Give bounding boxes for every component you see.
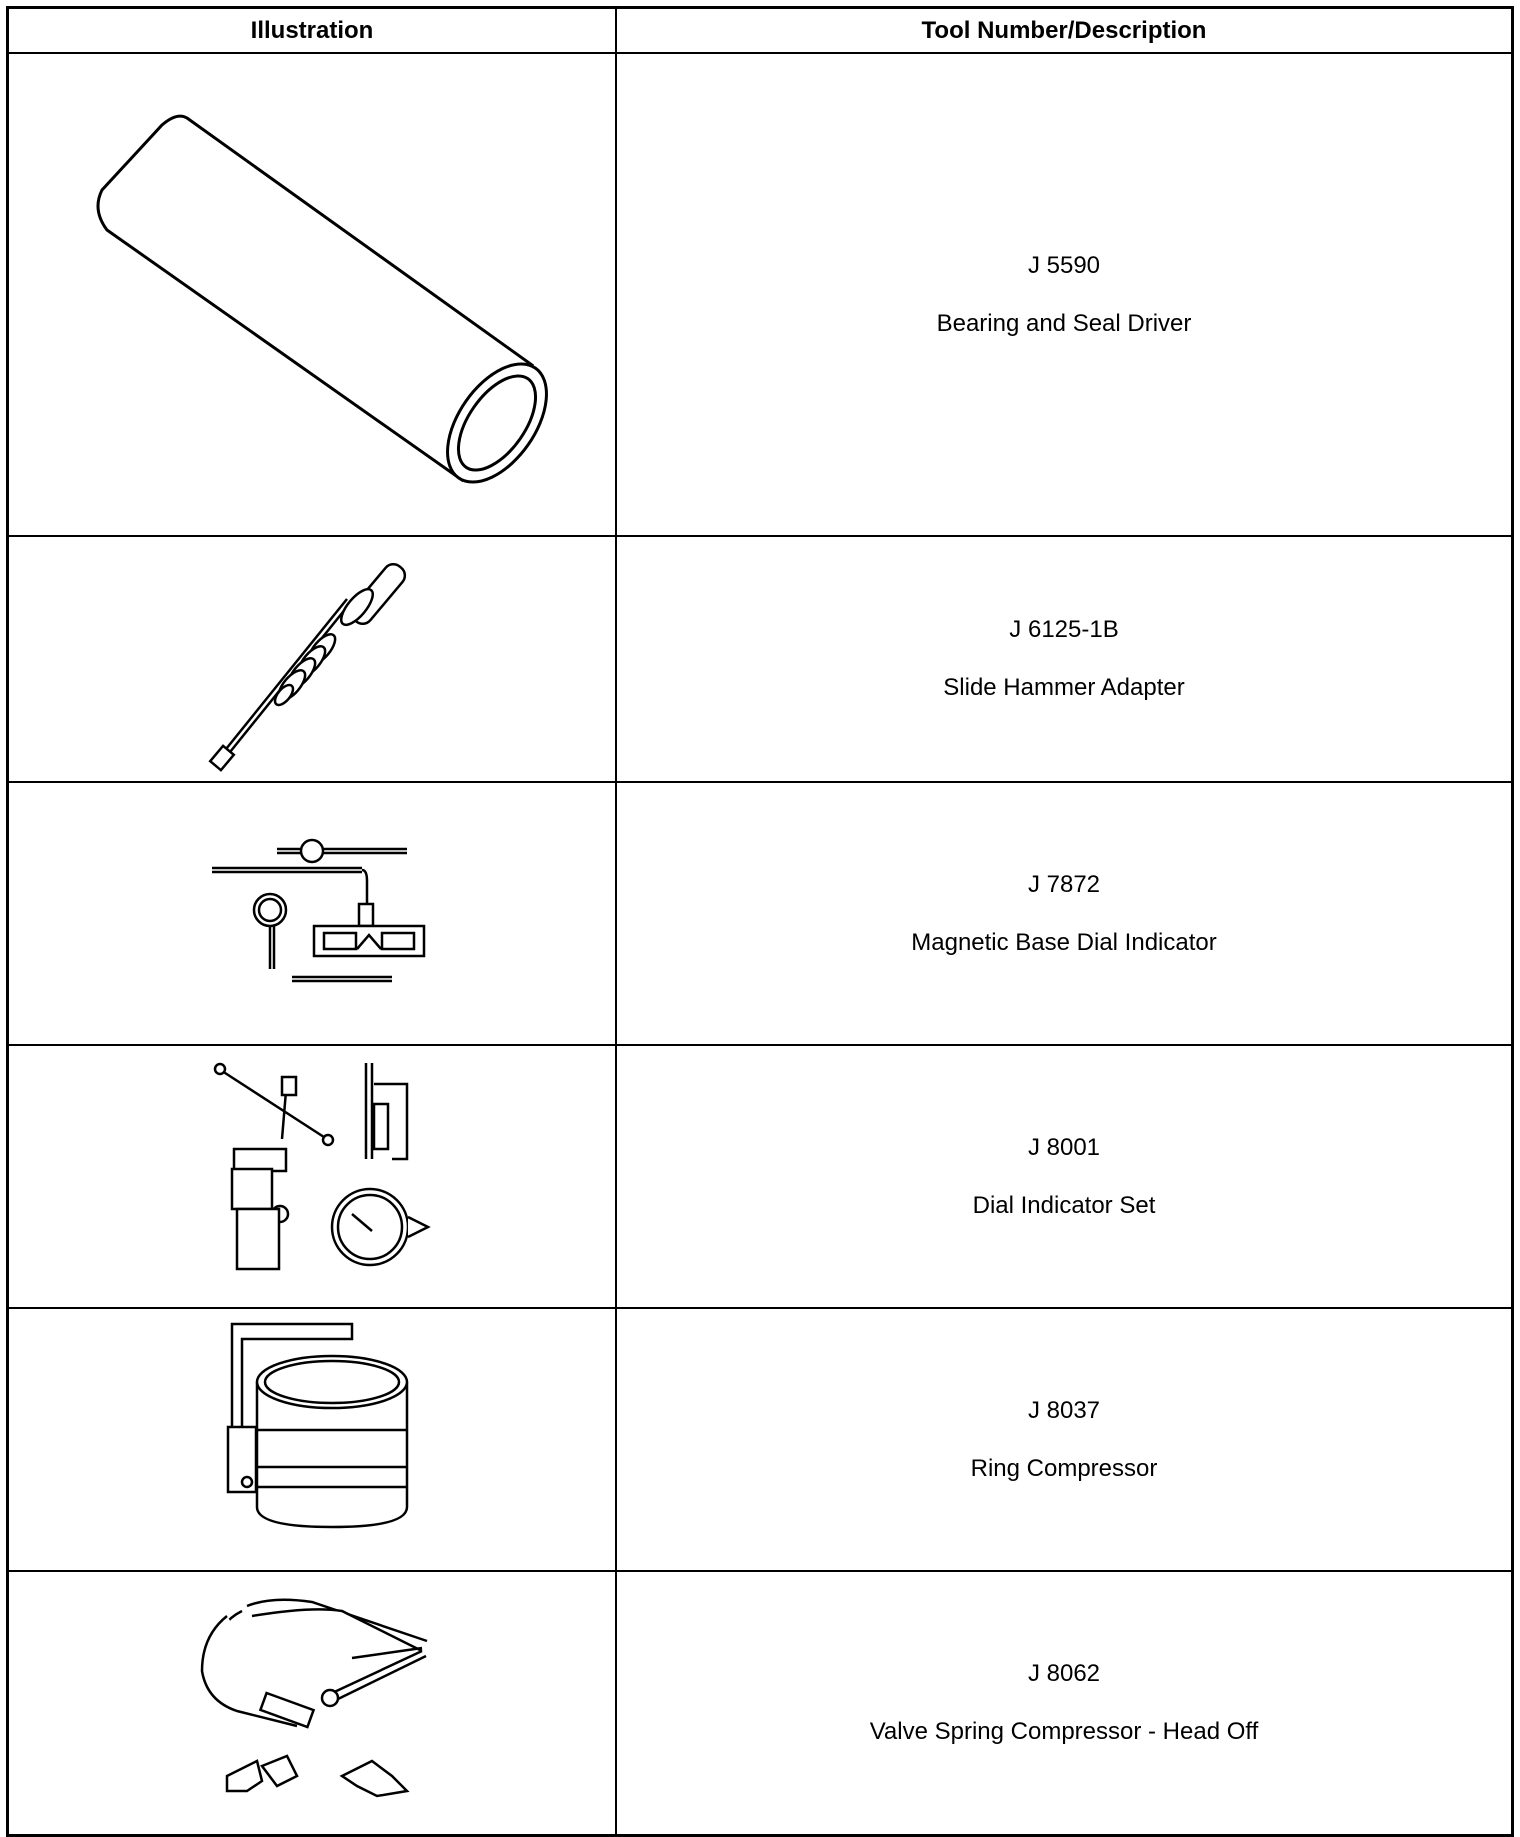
tool-number: J 8062 [1027, 1660, 1101, 1687]
tool-info-cell [617, 537, 1511, 781]
ring-compressor-icon [12, 1312, 612, 1567]
tool-description: Dial Indicator Set [972, 1191, 1156, 1219]
tool-description: Slide Hammer Adapter [943, 674, 1185, 701]
tool-description: Ring Compressor [970, 1454, 1158, 1482]
tool-info-cell [617, 54, 1511, 535]
slide-hammer-adapter-icon [12, 539, 612, 779]
tool-number: J 7872 [1027, 870, 1101, 898]
illustration-cell [9, 1572, 617, 1834]
illustration-cell [9, 54, 617, 535]
table-row [9, 1570, 1511, 1834]
illustration-cell [9, 537, 617, 781]
illustration-cell [9, 783, 617, 1044]
tool-description: Bearing and Seal Driver [936, 309, 1192, 337]
tool-number: J 8001 [1027, 1133, 1101, 1161]
tool-number: J 8037 [1027, 1396, 1101, 1424]
table-row [9, 1044, 1511, 1307]
tool-info-cell [617, 783, 1511, 1044]
illustration-column-header: Illustration [9, 9, 617, 52]
table-row [9, 535, 1511, 781]
tool-description: Magnetic Base Dial Indicator [911, 928, 1217, 956]
table-row [9, 781, 1511, 1044]
tool-description: Valve Spring Compressor - Head Off [869, 1718, 1259, 1745]
special-tools-table [6, 6, 1514, 1837]
tool-info-cell [617, 1046, 1511, 1307]
illustration-cell [9, 1309, 617, 1570]
tool-info-cell [617, 1572, 1511, 1834]
valve-spring-compressor-icon [12, 1576, 612, 1831]
illustration-cell [9, 1046, 617, 1307]
table-row [9, 52, 1511, 535]
bearing-seal-driver-icon [12, 60, 612, 530]
tool-number: J 6125-1B [1009, 616, 1119, 643]
tool-number: J 5590 [1027, 251, 1101, 279]
magnetic-base-dial-indicator-icon [12, 789, 612, 1039]
tool-column-header: Tool Number/Description [921, 16, 1207, 44]
dial-indicator-set-icon [12, 1049, 612, 1304]
table-row [9, 1307, 1511, 1570]
tool-info-cell [617, 1309, 1511, 1570]
table-header-row [9, 9, 1511, 52]
